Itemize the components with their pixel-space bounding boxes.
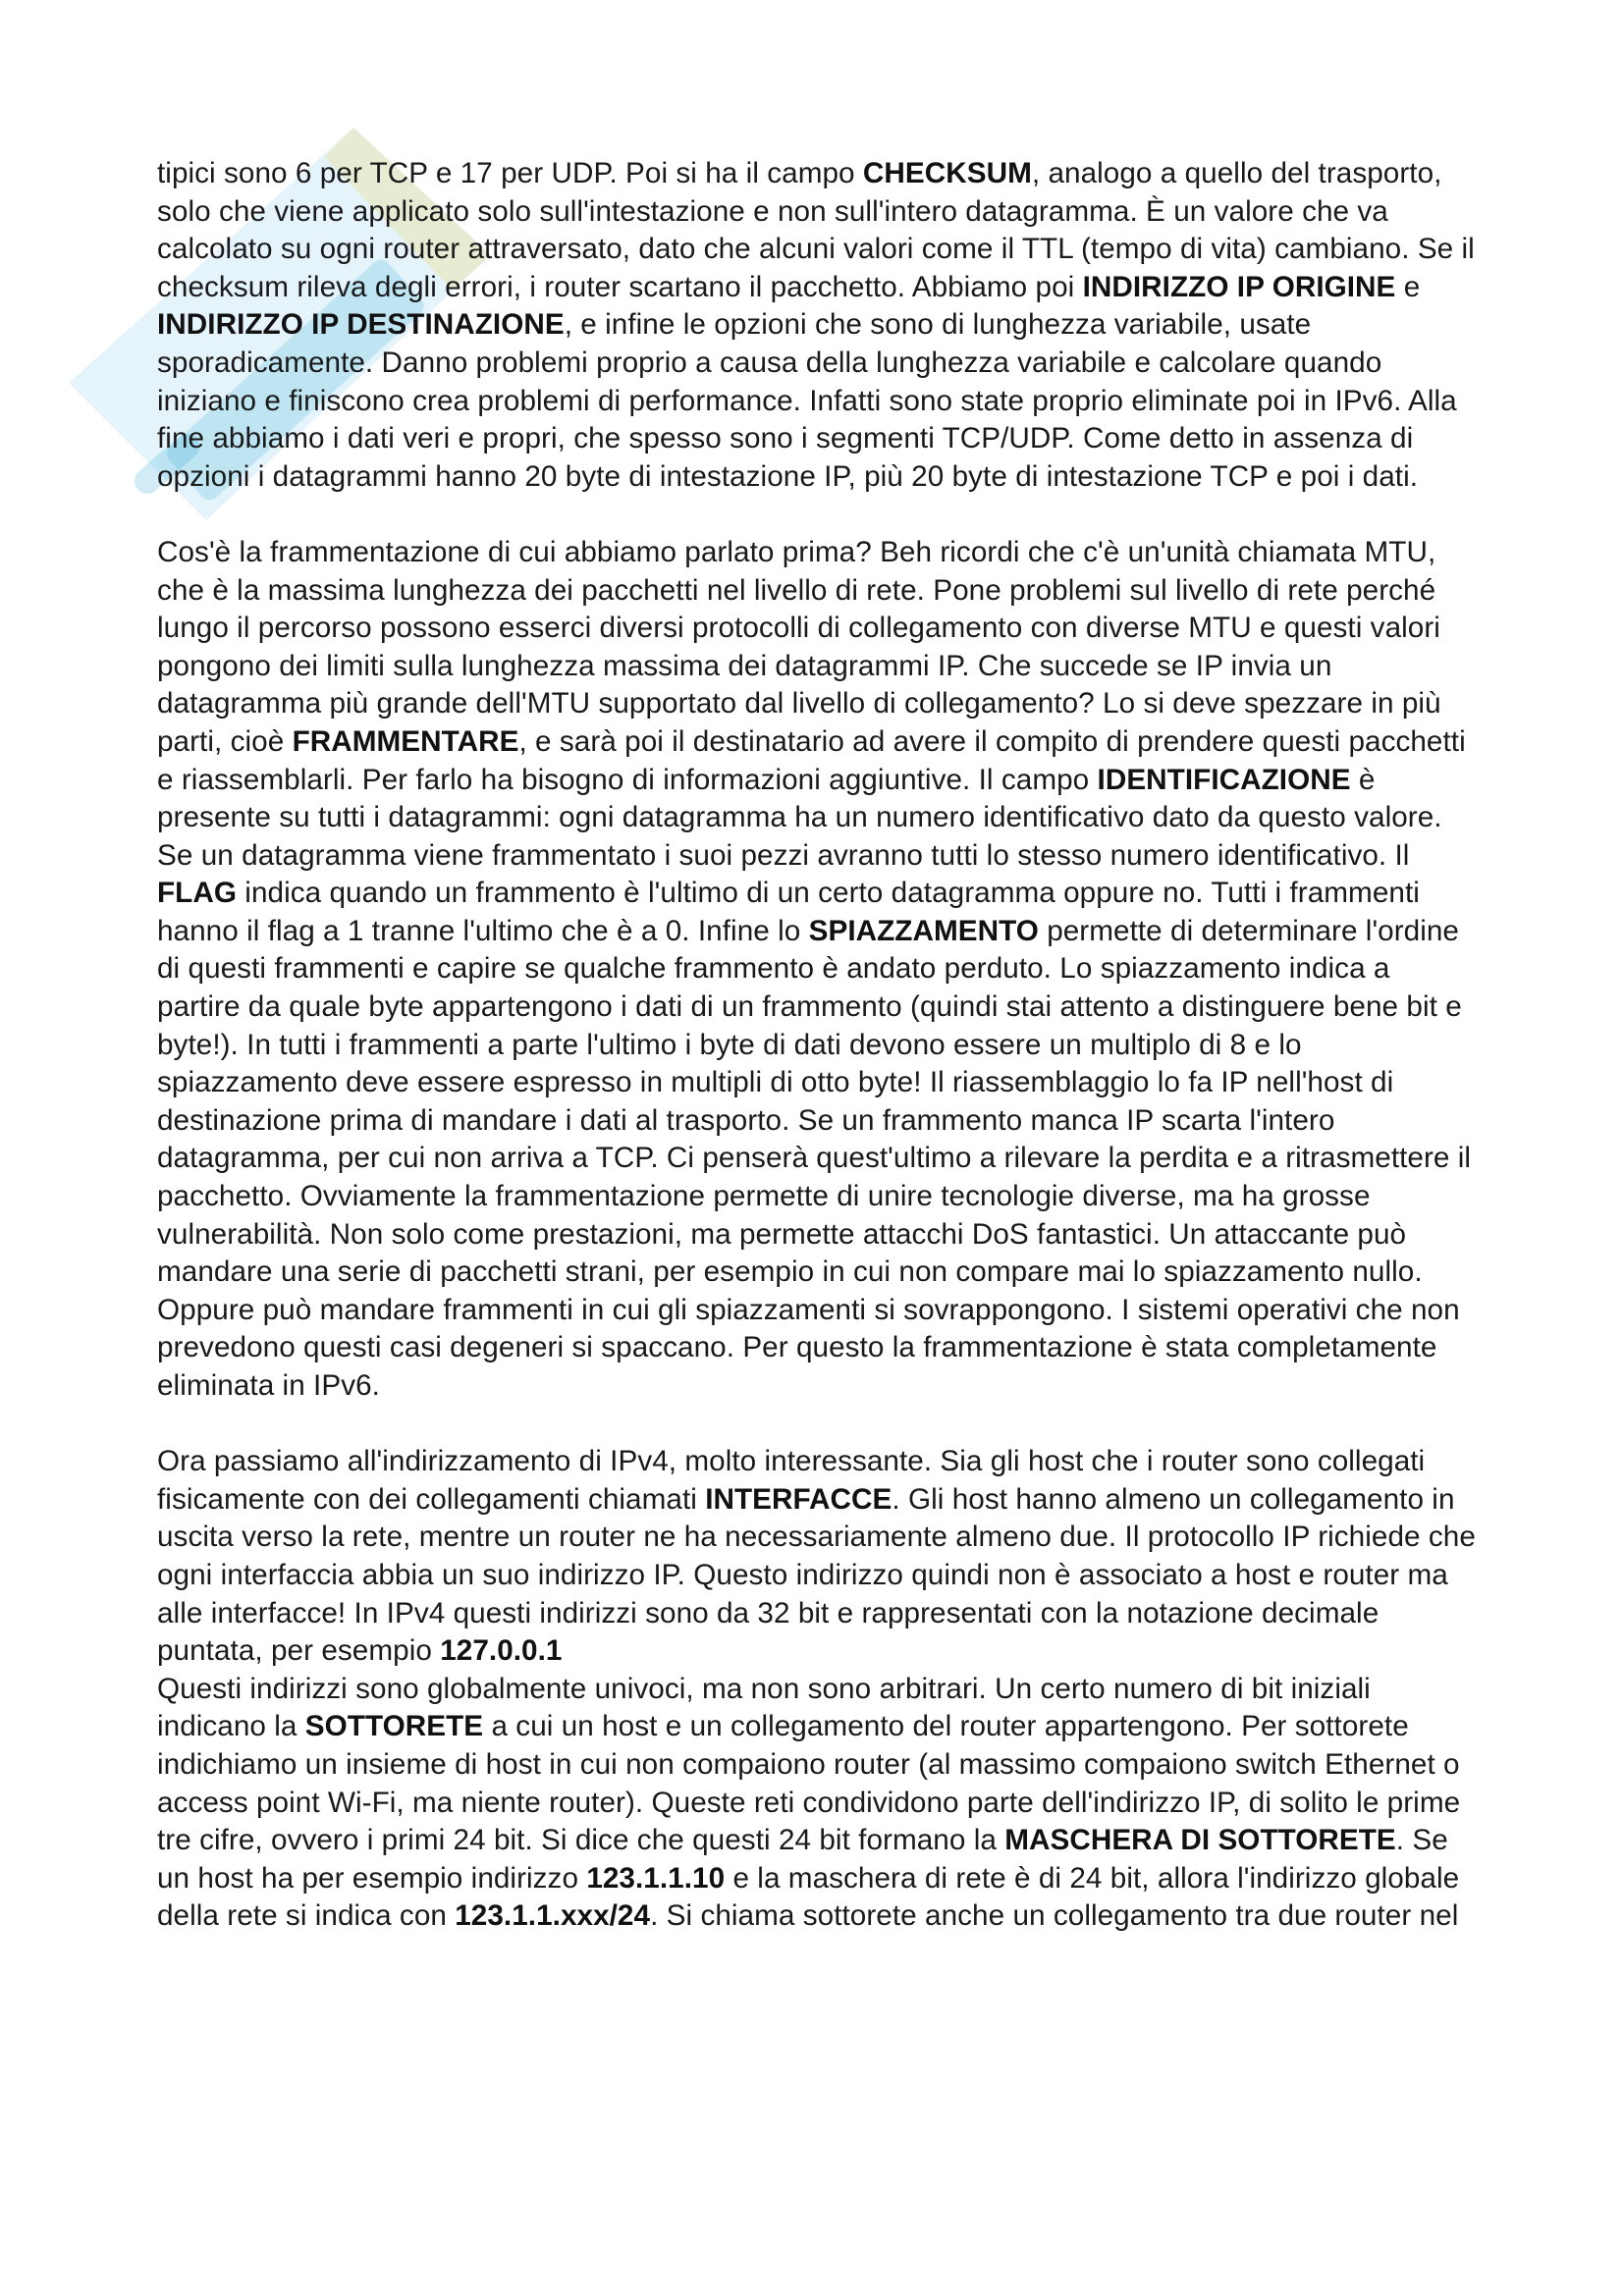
text-run: tipici sono 6 per TCP e 17 per UDP. Poi si ha il campo xyxy=(157,157,863,189)
bold-term: MASCHERA DI SOTTORETE xyxy=(1004,1824,1396,1857)
paragraph xyxy=(157,534,1478,1406)
text-run: Ora passiamo all'indirizzamento di IPv4, molto interessante. Sia gli host che i router sono collegati fisicamente con dei collegamenti chiamati xyxy=(157,1445,1426,1516)
text-run: indica quando un frammento è l'ultimo di un certo datagramma oppure no. Tutti i frammenti hanno il flag a 1 tranne l'ultimo che è a 0. Infine lo xyxy=(157,877,1420,947)
document-body xyxy=(157,155,1478,1936)
text-run: è presente su tutti i datagrammi: ogni datagramma ha un numero identificativo dato da questo valore. Se un datagramma viene frammentato i suoi pezzi avranno tutti lo stesso numero identificativo. Il xyxy=(157,763,1442,872)
bold-term: SPIAZZAMENTO xyxy=(808,914,1039,947)
text-run: , e infine le opzioni che sono di lunghezza variabile, usate sporadicamente. Danno problemi proprio a causa della lunghezza variabile e calcolare quando iniziano e finiscono crea problemi di performance. Infatti sono state proprio eliminate poi in IPv6. Alla fine abbiamo i dati veri e propri, che spesso sono i segmenti TCP/UDP. Come detto in assenza di opzioni i datagrammi hanno 20 byte di intestazione IP, più 20 byte di intestazione TCP e poi i dati. xyxy=(157,308,1457,493)
text-run: , analogo a quello del trasporto, solo che viene applicato solo sull'intestazione e non sull'intero datagramma. È un valore che va calcolato su ogni router attraversato, dato che alcuni valori come il TTL (tempo di vita) cambiano. Se il checksum rileva degli errori, i router scartano il pacchetto. Abbiamo poi xyxy=(157,157,1475,303)
bold-term: INTERFACCE xyxy=(705,1482,893,1516)
paragraph xyxy=(157,1443,1478,1936)
bold-term: IDENTIFICAZIONE xyxy=(1097,763,1351,796)
bold-term: SOTTORETE xyxy=(304,1710,484,1743)
paragraph xyxy=(157,155,1478,496)
bold-term: INDIRIZZO IP ORIGINE xyxy=(1082,270,1396,303)
bold-term: 127.0.0.1 xyxy=(440,1634,563,1668)
text-run: Cos'è la frammentazione di cui abbiamo parlato prima? Beh ricordi che c'è un'unità chiamata MTU, che è la massima lunghezza dei pacchetti nel livello di rete. Pone problemi sul livello di rete perché lungo il percorso possono esserci diversi protocolli di collegamento con diverse MTU e questi valori pongono dei limiti sulla lunghezza massima dei datagrammi IP. Che succede se IP invia un datagramma più grande dell'MTU supportato dal livello di collegamento? Lo si deve spezzare in più parti, cioè xyxy=(157,535,1441,758)
text-run: Questi indirizzi sono globalmente univoci, ma non sono arbitrari. Un certo numero di bit iniziali indicano la xyxy=(157,1672,1371,1743)
text-run: , e sarà poi il destinatario ad avere il compito di prendere questi pacchetti e riassemblarli. Per farlo ha bisogno di informazioni aggiuntive. Il campo xyxy=(157,724,1466,796)
text-run: e la maschera di rete è di 24 bit, allora l'indirizzo globale della rete si indica con xyxy=(157,1861,1460,1933)
bold-term: CHECKSUM xyxy=(862,157,1032,189)
bold-term: FRAMMENTARE xyxy=(292,724,519,758)
bold-term: 123.1.1.xxx/24 xyxy=(455,1899,651,1933)
text-run: . Si chiama sottorete anche un collegamento tra due router nel xyxy=(650,1899,1459,1933)
bold-term: FLAG xyxy=(157,877,237,910)
text-run: . Gli host hanno almeno un collegamento in uscita verso la rete, mentre un router ne ha necessariamente almeno due. Il protocollo IP richiede che ogni interfaccia abbia un suo indirizzo IP. Questo indirizzo quindi non è associato a host e router ma alle interfacce! In IPv4 questi indirizzi sono da 32 bit e rappresentati con la notazione decimale puntata, per esempio xyxy=(157,1482,1476,1668)
text-run: a cui un host e un collegamento del router appartengono. Per sottorete indichiamo un insieme di host in cui non compaiono router (al massimo compaiono switch Ethernet o access point Wi-Fi, ma niente router). Queste reti condividono parte dell'indirizzo IP, di solito le prime tre cifre, ovvero i primi 24 bit. Si dice che questi 24 bit formano la xyxy=(157,1710,1461,1857)
text-run: e xyxy=(1395,270,1421,303)
bold-term: INDIRIZZO IP DESTINAZIONE xyxy=(157,308,565,342)
bold-term: 123.1.1.10 xyxy=(586,1861,726,1895)
text-run: . Se un host ha per esempio indirizzo xyxy=(157,1824,1448,1895)
text-run: permette di determinare l'ordine di questi frammenti e capire se qualche frammento è andato perduto. Lo spiazzamento indica a partire da quale byte appartengono i dati di un frammento (quindi stai attento a distinguere bene bit e byte!). In tutti i frammenti a parte l'ultimo i byte di dati devono essere un multiplo di 8 e lo spiazzamento deve essere espresso in multipli di otto byte! Il riassemblaggio lo fa IP nell'host di destinazione prima di mandare i dati al trasporto. Se un frammento manca IP scarta l'intero datagramma, per cui non arriva a TCP. Ci penserà quest'ultimo a rilevare la perdita e a ritrasmettere il pacchetto. Ovviamente la frammentazione permette di unire tecnologie diverse, ma ha grosse vulnerabilità. Non solo come prestazioni, ma permette attacchi DoS fantastici. Un attaccante può mandare una serie di pacchetti strani, per esempio in cui non compare mai lo spiazzamento nullo. Oppure può mandare frammenti in cui gli spiazzamenti si sovrappongono. I sistemi operativi che non prevedono questi casi degeneri si spaccano. Per questo la frammentazione è stata completamente eliminata in IPv6. xyxy=(157,914,1472,1402)
